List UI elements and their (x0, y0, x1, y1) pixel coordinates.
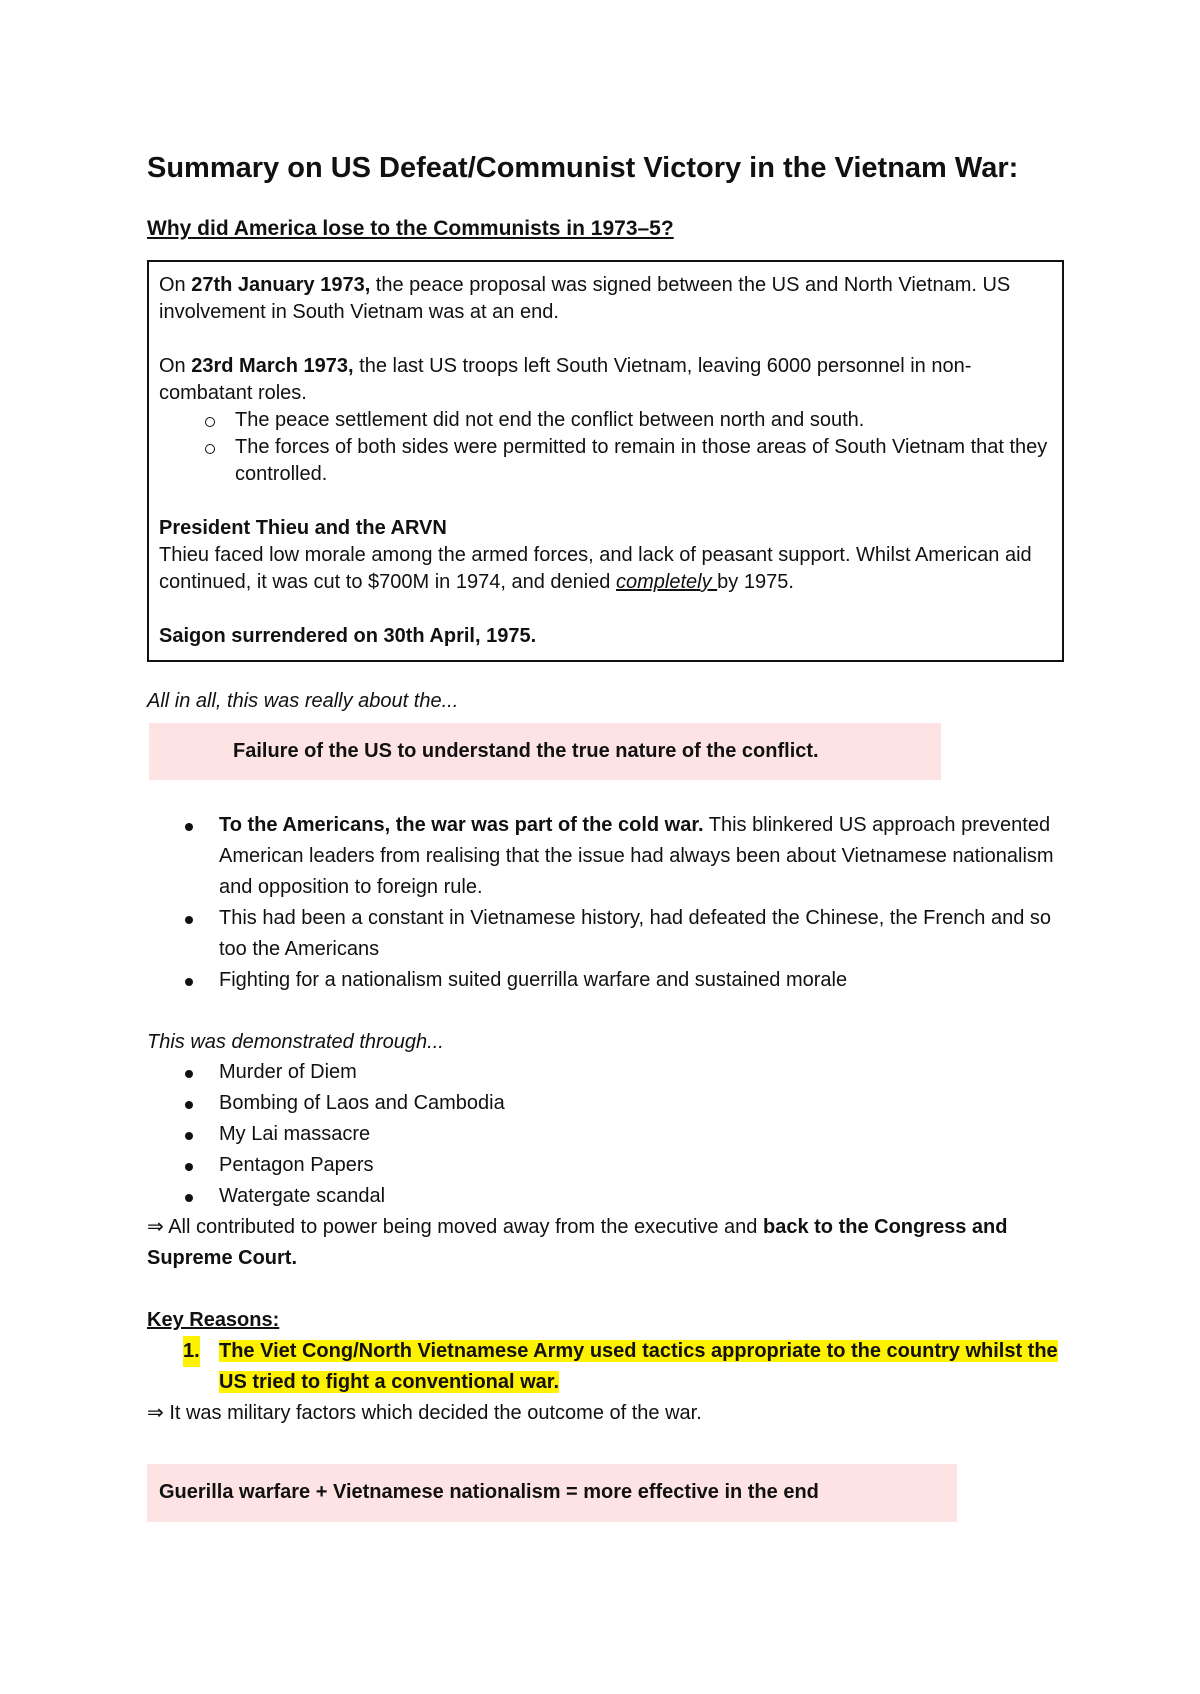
failure-callout: Failure of the US to understand the true nature of the conflict. (149, 723, 941, 780)
thieu-heading: President Thieu and the ARVN (159, 517, 447, 539)
document-page (147, 150, 1062, 1522)
power-shift-text: ⇒ All contributed to power being moved away from the executive and back to the Congress and Supreme Court. (147, 1216, 1008, 1269)
list-item: Fighting for a nationalism suited guerrilla warfare and sustained morale (183, 965, 1062, 996)
settlement-sublist (159, 407, 1052, 488)
list-item: The peace settlement did not end the conflict between north and south. (205, 407, 1052, 434)
thieu-paragraph: Thieu faced low morale among the armed forces, and lack of peasant support. Whilst American aid continued, it was cut to $700M in 1974, and denied completely by 1975. (159, 544, 1032, 593)
list-item: Bombing of Laos and Cambodia (183, 1088, 1062, 1119)
list-item: My Lai massacre (183, 1119, 1062, 1150)
list-item: Murder of Diem (183, 1057, 1062, 1088)
key-reasons-list (147, 1336, 1062, 1398)
date-jan-1973: 27th January 1973, (191, 274, 371, 296)
highlighted-reason: The Viet Cong/North Vietnamese Army used tactics appropriate to the country whilst the US tried to fight a conventional war. (219, 1340, 1058, 1393)
key-reasons-heading: Key Reasons: (147, 1309, 280, 1331)
list-item: Pentagon Papers (183, 1150, 1062, 1181)
list-item: The forces of both sides were permitted to remain in those areas of South Vietnam that they controlled. (205, 434, 1052, 488)
nationalism-list (147, 810, 1062, 996)
paragraph-mar-1973: On 23rd March 1973, the last US troops left South Vietnam, leaving 6000 personnel in non-combatant roles. (159, 355, 972, 404)
list-item: Watergate scandal (183, 1181, 1062, 1212)
paragraph-jan-1973: On 27th January 1973, the peace proposal was signed between the US and North Vietnam. US involvement in South Vietnam was at an end. (159, 274, 1011, 323)
saigon-line: Saigon surrendered on 30th April, 1975. (159, 625, 537, 647)
date-mar-1973: 23rd March 1973, (191, 355, 354, 377)
timeline-box (147, 260, 1064, 662)
list-item: To the Americans, the war was part of the cold war. This blinkered US approach prevented American leaders from realising that the issue had always been about Vietnamese nationalism and opposition to foreign rule. (183, 810, 1062, 903)
document-title: Summary on US Defeat/Communist Victory in the Vietnam War: (147, 152, 1019, 184)
list-item (183, 1336, 1062, 1398)
military-factors-text: ⇒ It was military factors which decided the outcome of the war. (147, 1402, 702, 1424)
events-list (147, 1057, 1062, 1212)
all-in-all-text: All in all, this was really about the... (147, 690, 459, 712)
demonstrated-text: This was demonstrated through... (147, 1031, 444, 1053)
guerilla-callout: Guerilla warfare + Vietnamese nationalism = more effective in the end (147, 1464, 957, 1522)
list-item: This had been a constant in Vietnamese history, had defeated the Chinese, the French and so too the Americans (183, 903, 1062, 965)
list-number: 1. (183, 1336, 200, 1367)
section-question-heading: Why did America lose to the Communists in 1973–5? (147, 217, 674, 240)
emphasis-completely: completely (615, 571, 718, 593)
